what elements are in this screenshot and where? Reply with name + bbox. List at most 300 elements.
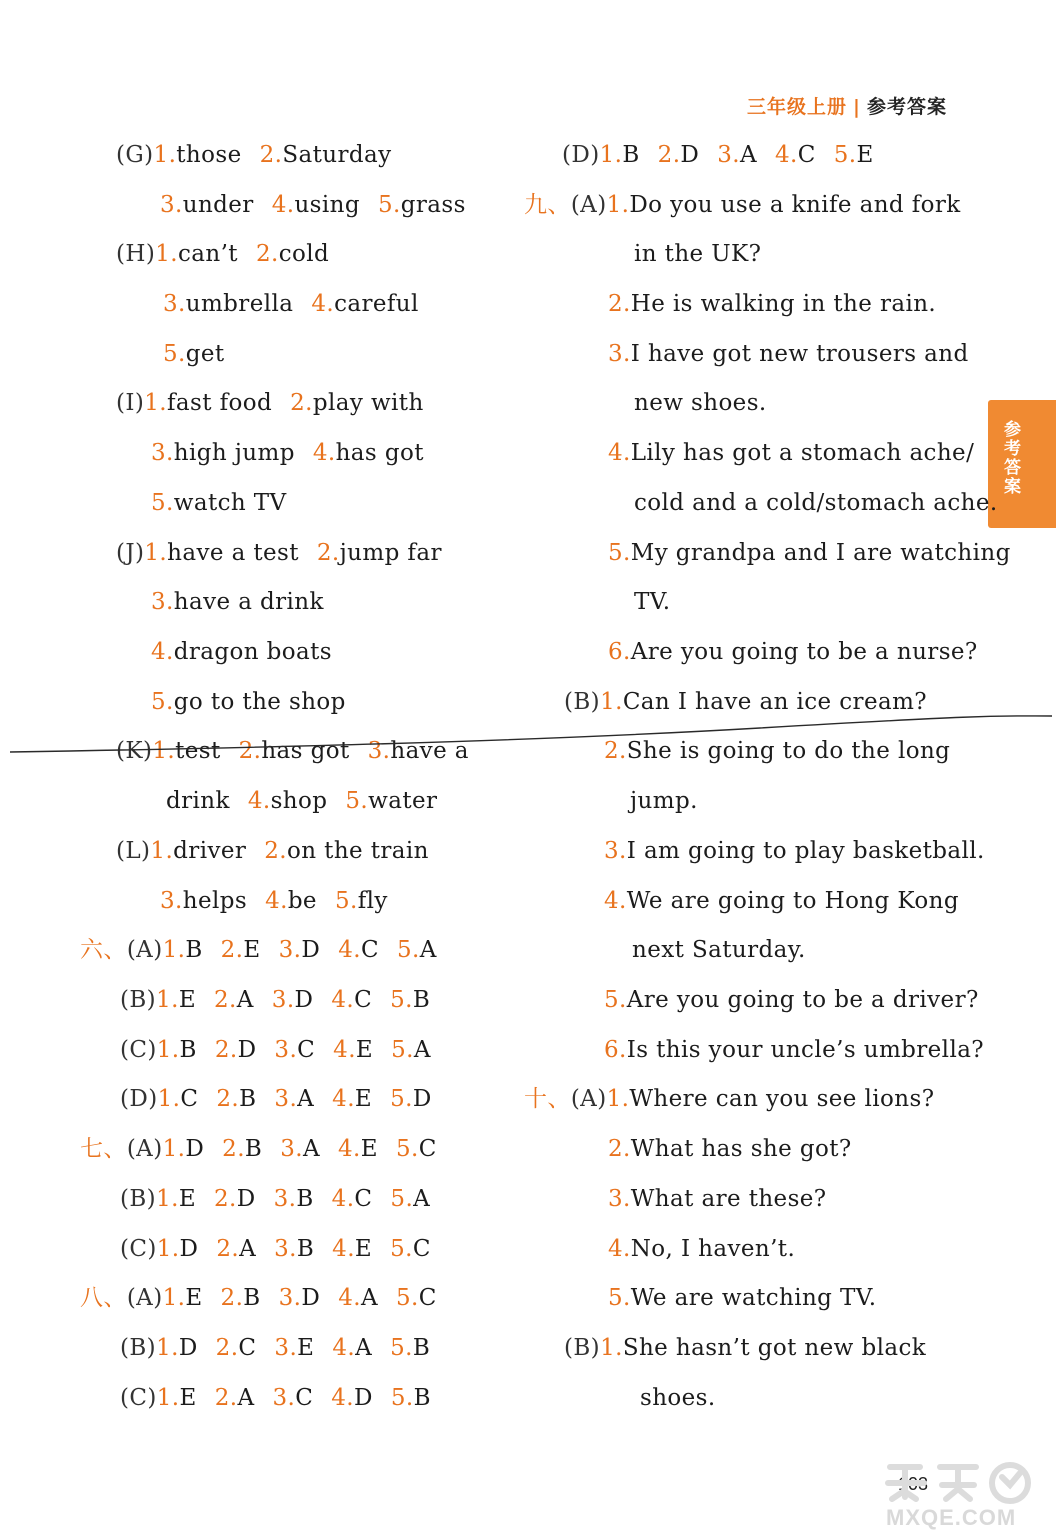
item-number: 4. (338, 937, 361, 963)
answer-item (390, 1236, 431, 1262)
item-number: 1. (599, 142, 623, 168)
answer-text: C (418, 1136, 437, 1162)
answer-text: D (412, 1086, 432, 1112)
right-answer-line (604, 736, 950, 766)
item-number: 1. (156, 1186, 179, 1212)
answer-item (608, 291, 936, 317)
item-number: 2. (264, 838, 287, 864)
right-answer-line (640, 1383, 716, 1413)
side-tab-label: 参考答案 (1000, 420, 1020, 496)
item-number: 2. (608, 1136, 631, 1162)
answer-item (151, 639, 332, 665)
answer-item (265, 888, 317, 914)
answer-item (717, 142, 757, 168)
item-number: 5. (390, 1385, 414, 1411)
answer-text: test (175, 738, 221, 764)
header-grade: 三年级上册 (747, 96, 848, 118)
answer-text: A (419, 937, 437, 963)
item-number: 1. (153, 142, 177, 168)
answer-text: E (354, 1086, 373, 1112)
item-number: 2. (259, 142, 283, 168)
answer-item (272, 987, 314, 1013)
item-number: 2. (214, 1385, 238, 1411)
item-number: 4. (247, 788, 271, 814)
answer-text: under (182, 192, 254, 218)
item-number: 3. (278, 937, 302, 963)
answer-item (834, 142, 874, 168)
item-number: 4. (331, 1186, 355, 1212)
answer-text: be (287, 888, 317, 914)
left-answer-line (151, 438, 424, 468)
answer-text: on the train (287, 838, 429, 864)
answer-item (600, 689, 927, 715)
answer-text: D (185, 1136, 205, 1162)
answer-item (274, 1335, 314, 1361)
right-answer-line (524, 190, 961, 220)
side-tab (988, 400, 1056, 528)
answer-item (338, 1136, 378, 1162)
left-answer-line (166, 786, 437, 816)
answer-item (221, 1285, 261, 1311)
item-number: 5. (390, 1236, 413, 1262)
right-answer-line (634, 488, 998, 518)
item-number: 4. (331, 1385, 354, 1411)
answer-item (335, 888, 388, 914)
item-number: 1. (606, 1086, 630, 1112)
answer-text: E (355, 1037, 374, 1063)
part-label: (C) (120, 1037, 157, 1063)
answer-text: A (360, 1285, 378, 1311)
right-answer-line (564, 1333, 926, 1363)
answer-item (608, 1285, 876, 1311)
answer-item (154, 142, 242, 168)
item-number: 3. (151, 440, 174, 466)
answer-item (608, 1186, 827, 1212)
answer-item (632, 937, 806, 963)
answer-item (157, 1385, 197, 1411)
answer-item (390, 1086, 432, 1112)
item-number: 5. (395, 1136, 419, 1162)
answer-item (608, 440, 974, 466)
answer-text: new shoes. (634, 390, 767, 416)
item-number: 3. (273, 1186, 297, 1212)
answer-text: B (412, 1335, 431, 1361)
answer-item (331, 1385, 373, 1411)
part-label: (C) (120, 1236, 157, 1262)
item-number: 5. (390, 1186, 414, 1212)
answer-item (607, 192, 961, 218)
item-number: 1. (144, 540, 168, 566)
answer-text: TV. (634, 589, 671, 615)
part-label: (H) (116, 241, 156, 267)
item-number: 3. (151, 589, 174, 615)
right-answer-line (608, 637, 978, 667)
answer-text: D (680, 142, 700, 168)
answer-item (317, 540, 442, 566)
answer-text: We are watching TV. (630, 1285, 877, 1311)
part-label: (A) (570, 1086, 607, 1112)
answer-text: E (243, 937, 261, 963)
answer-item (600, 1335, 926, 1361)
answer-text: C (797, 142, 816, 168)
item-number: 1. (162, 1136, 186, 1162)
answer-text: D (178, 1335, 198, 1361)
answer-item (397, 937, 437, 963)
answer-item (216, 1086, 256, 1112)
item-number: 5. (395, 1285, 419, 1311)
left-answer-line (80, 935, 437, 965)
item-number: 1. (156, 1335, 179, 1361)
answer-text: C (418, 1285, 437, 1311)
item-number: 4. (332, 1086, 355, 1112)
item-number: 1. (144, 390, 167, 416)
left-answer-line (120, 1084, 432, 1114)
item-number: 2. (214, 1037, 238, 1063)
right-answer-line (634, 587, 670, 617)
item-number: 4. (312, 440, 336, 466)
answer-item (156, 1335, 198, 1361)
answer-text: A (413, 1186, 431, 1212)
right-answer-line (608, 438, 974, 468)
item-number: 2. (216, 1086, 240, 1112)
part-label: (B) (120, 1186, 157, 1212)
answer-item (151, 490, 287, 516)
right-answer-line (608, 538, 1011, 568)
item-number: 2. (657, 142, 681, 168)
answer-item (163, 1285, 203, 1311)
part-label: (K) (116, 738, 153, 764)
answer-text: E (179, 1385, 197, 1411)
left-answer-line (163, 289, 419, 319)
right-answer-line (604, 886, 959, 916)
answer-item (608, 341, 969, 367)
answer-text: E (178, 987, 197, 1013)
item-number: 3. (278, 1285, 302, 1311)
item-number: 2. (216, 1236, 240, 1262)
item-number: 2. (255, 241, 279, 267)
left-answer-line (116, 239, 329, 269)
answer-text: Lily has got a stomach ache/ (630, 440, 975, 466)
left-answer-line (120, 1184, 430, 1214)
answer-item (378, 192, 466, 218)
item-number: 2. (290, 390, 313, 416)
left-answer-line (116, 736, 469, 766)
answer-item (280, 1136, 320, 1162)
answer-text: in the UK? (634, 241, 762, 267)
answer-item (390, 1186, 430, 1212)
header-title: 参考答案 (866, 96, 947, 118)
item-number: 3. (271, 987, 295, 1013)
answer-item (215, 1385, 255, 1411)
part-label: (B) (120, 987, 157, 1013)
answer-item (332, 1086, 372, 1112)
left-answer-line (163, 339, 225, 369)
left-answer-line (151, 637, 332, 667)
part-label: (A) (126, 1285, 163, 1311)
answer-text: C (354, 1186, 373, 1212)
answer-item (390, 1335, 430, 1361)
left-answer-line (120, 1383, 431, 1413)
item-number: 2. (608, 291, 631, 317)
item-number: 2. (222, 1136, 245, 1162)
answer-item (313, 440, 424, 466)
item-number: 5. (833, 142, 857, 168)
right-answer-line (608, 1283, 876, 1313)
answer-text: He is walking in the rain. (630, 291, 937, 317)
answer-text: A (355, 1335, 373, 1361)
item-number: 5. (345, 788, 369, 814)
answer-item (215, 1037, 257, 1063)
answer-item (396, 1136, 437, 1162)
answer-text: cold (278, 241, 330, 267)
right-answer-line (604, 836, 985, 866)
answer-text: C (295, 1385, 314, 1411)
answer-item (163, 1136, 205, 1162)
left-answer-line (151, 488, 287, 518)
part-label: (A) (570, 192, 607, 218)
answer-item (640, 1385, 716, 1411)
answer-text: high jump (173, 440, 295, 466)
answer-item (279, 937, 321, 963)
item-number: 1. (157, 1086, 181, 1112)
item-number: 3. (160, 888, 183, 914)
answer-text: D (236, 1186, 256, 1212)
right-answer-line (608, 1134, 852, 1164)
answer-text: She is going to do the long (626, 738, 951, 764)
answer-text: B (413, 1385, 431, 1411)
answer-text: have a (390, 738, 469, 764)
item-number: 1. (155, 241, 178, 267)
answer-item (368, 738, 469, 764)
answer-text: B (185, 937, 203, 963)
answer-item (396, 1285, 437, 1311)
watermark-text: MXQE.COM (886, 1505, 1017, 1530)
right-answer-line (604, 1035, 984, 1065)
item-number: 4. (338, 1136, 361, 1162)
item-number: 1. (156, 1385, 180, 1411)
answer-item (163, 341, 225, 367)
answer-text: those (176, 142, 242, 168)
left-answer-line (116, 538, 442, 568)
left-answer-line (151, 687, 346, 717)
answer-text: A (239, 1236, 257, 1262)
answer-item (604, 738, 950, 764)
part-label: (D) (562, 142, 600, 168)
answer-text: B (622, 142, 640, 168)
answer-text: next Saturday. (632, 937, 806, 963)
item-number: 1. (162, 937, 186, 963)
answer-text: grass (400, 192, 466, 218)
item-number: 2. (214, 987, 237, 1013)
answer-item (214, 987, 254, 1013)
right-answer-line (634, 388, 767, 418)
left-answer-line (151, 587, 324, 617)
right-answer-line (632, 935, 806, 965)
section-number: 七、 (80, 1136, 127, 1162)
answer-text: Can I have an ice cream? (622, 689, 928, 715)
right-answer-line (562, 140, 874, 170)
header-separator: | (853, 96, 861, 118)
answer-item (260, 142, 392, 168)
answer-item (155, 241, 238, 267)
answer-text: careful (334, 291, 419, 317)
part-label: (L) (116, 838, 151, 864)
item-number: 4. (271, 192, 295, 218)
item-number: 5. (608, 540, 631, 566)
answer-item (634, 589, 670, 615)
item-number: 3. (604, 838, 627, 864)
answer-text: What are these? (630, 1186, 827, 1212)
answer-text: D (301, 1285, 321, 1311)
answer-text: C (297, 1037, 316, 1063)
answer-item (634, 390, 767, 416)
item-number: 2. (220, 937, 244, 963)
answer-item (272, 1385, 313, 1411)
answer-text: E (354, 1236, 373, 1262)
item-number: 5. (151, 490, 174, 516)
right-answer-line (608, 339, 969, 369)
right-answer-line (608, 1184, 827, 1214)
left-answer-line (80, 1134, 437, 1164)
answer-text: A (237, 1385, 255, 1411)
answer-text: play with (312, 390, 424, 416)
answer-text: has got (335, 440, 424, 466)
answer-item (332, 1186, 373, 1212)
answer-text: Do you use a knife and fork (629, 192, 961, 218)
answer-item (391, 1385, 431, 1411)
part-label: (D) (120, 1086, 158, 1112)
part-label: (A) (126, 937, 163, 963)
answer-item (332, 1335, 372, 1361)
item-number: 1. (152, 738, 176, 764)
left-answer-line (116, 140, 392, 170)
right-answer-line (604, 985, 979, 1015)
part-label: (G) (116, 142, 154, 168)
left-answer-line (120, 985, 430, 1015)
answer-text: A (302, 1136, 320, 1162)
answer-item (608, 1136, 852, 1162)
answer-item (274, 1236, 314, 1262)
answer-text: D (353, 1385, 373, 1411)
answer-text: B (243, 1285, 261, 1311)
answer-item (158, 1086, 199, 1112)
answer-text: B (296, 1236, 315, 1262)
left-answer-line (80, 1283, 437, 1313)
answer-item (157, 1236, 199, 1262)
answer-text: has got (261, 738, 350, 764)
answer-item (222, 1136, 262, 1162)
answer-item (157, 1037, 197, 1063)
section-number: 十、 (524, 1086, 571, 1112)
left-answer-line (120, 1333, 430, 1363)
answer-item (604, 838, 985, 864)
right-answer-line (630, 786, 698, 816)
answer-item (156, 1186, 196, 1212)
answer-item (144, 390, 272, 416)
item-number: 5. (608, 1285, 631, 1311)
answer-text: I am going to play basketball. (626, 838, 985, 864)
left-answer-line (120, 1035, 431, 1065)
item-number: 4. (151, 639, 174, 665)
answer-text: using (294, 192, 360, 218)
part-label: (A) (126, 1136, 163, 1162)
answer-item (604, 1037, 984, 1063)
item-number: 4. (775, 142, 798, 168)
item-number: 5. (377, 192, 401, 218)
item-number: 4. (608, 440, 631, 466)
answer-item (391, 1037, 431, 1063)
answer-item (216, 1236, 256, 1262)
answer-text: I have got new trousers and (630, 341, 969, 367)
item-number: 5. (390, 987, 413, 1013)
item-number: 5. (163, 341, 186, 367)
answer-item (166, 788, 230, 814)
answer-text: Are you going to be a nurse? (630, 639, 978, 665)
item-number: 2. (604, 738, 627, 764)
answer-item (214, 1186, 256, 1212)
answer-item (160, 192, 254, 218)
item-number: 2. (316, 540, 340, 566)
answer-item (151, 689, 346, 715)
answer-text: cold and a cold/stomach ache. (634, 490, 998, 516)
answer-text: D (179, 1236, 199, 1262)
answer-item (608, 1236, 795, 1262)
left-answer-line (120, 1234, 431, 1264)
section-number: 六、 (80, 937, 127, 963)
item-number: 1. (600, 1335, 623, 1361)
answer-item (160, 888, 247, 914)
answer-text: C (412, 1236, 431, 1262)
item-number: 3. (160, 192, 183, 218)
answer-item (274, 1086, 314, 1112)
answer-text: watch TV (173, 490, 287, 516)
item-number: 4. (332, 1236, 355, 1262)
answer-item (338, 1285, 378, 1311)
item-number: 2. (214, 1186, 237, 1212)
item-number: 4. (333, 1037, 356, 1063)
answer-text: A (740, 142, 758, 168)
answer-text: jump far (339, 540, 442, 566)
answer-text: water (368, 788, 438, 814)
answer-item (604, 888, 959, 914)
answer-item (274, 1186, 314, 1212)
answer-item (151, 440, 295, 466)
item-number: 6. (604, 1037, 627, 1063)
answer-text: shoes. (640, 1385, 716, 1411)
part-label: (B) (564, 689, 601, 715)
answer-text: Saturday (282, 142, 392, 168)
answer-item (151, 589, 324, 615)
answer-item (221, 937, 261, 963)
item-number: 2. (238, 738, 262, 764)
answer-item (634, 241, 761, 267)
answer-item (345, 788, 437, 814)
answer-item (338, 937, 379, 963)
answer-text: Is this your uncle’s umbrella? (626, 1037, 985, 1063)
answer-item (604, 987, 979, 1013)
item-number: 3. (717, 142, 740, 168)
answer-text: A (297, 1086, 315, 1112)
answer-text: dragon boats (173, 639, 333, 665)
part-label: (J) (116, 540, 145, 566)
item-number: 3. (274, 1086, 298, 1112)
answer-item (272, 192, 360, 218)
item-number: 5. (334, 888, 358, 914)
answer-text: C (180, 1086, 199, 1112)
answer-item (256, 241, 329, 267)
answer-text: shop (270, 788, 328, 814)
answer-item (390, 987, 430, 1013)
